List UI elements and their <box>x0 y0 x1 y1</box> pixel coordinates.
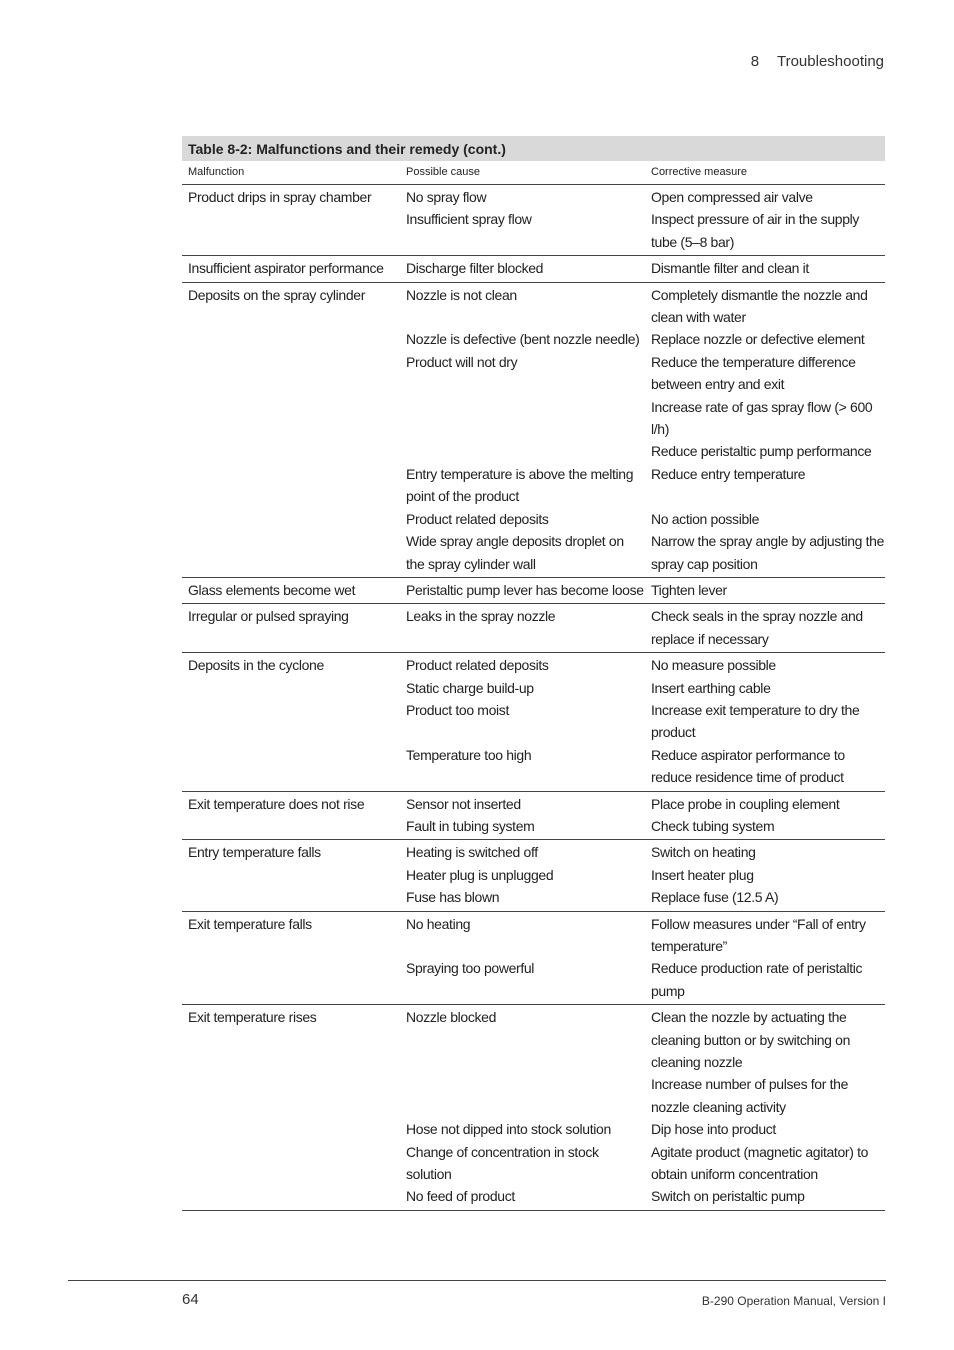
cause-measure-list <box>400 793 885 838</box>
cause-measure-list <box>400 579 885 601</box>
table-row <box>400 284 885 329</box>
table-row <box>400 1185 885 1207</box>
possible-cause-cell: Sensor not inserted <box>406 795 521 812</box>
table-row-group <box>182 653 885 791</box>
column-header-possible-cause: Possible cause <box>406 166 480 178</box>
corrective-measure-cell: No action possible <box>651 510 760 527</box>
table-row-group <box>182 912 885 1006</box>
table-row <box>400 328 885 350</box>
corrective-measure-cell: Replace nozzle or defective element <box>651 331 865 348</box>
malfunction-cell: Deposits in the cyclone <box>188 657 324 674</box>
malfunction-cell: Exit temperature does not rise <box>188 795 365 812</box>
corrective-measure-cell: Switch on peristaltic pump <box>651 1188 805 1205</box>
running-header <box>751 53 884 70</box>
table-row <box>400 913 885 958</box>
malfunction-cell: Irregular or pulsed spraying <box>188 608 349 625</box>
corrective-measure-cell: Dismantle filter and clean it <box>651 260 809 277</box>
corrective-measure-cell: Increase rate of gas spray flow (> 600 l/h) <box>651 398 873 438</box>
table-row-group <box>182 604 885 653</box>
table-row <box>400 864 885 886</box>
possible-cause-cell: Product will not dry <box>406 353 518 370</box>
malfunction-cell: Glass elements become wet <box>188 581 356 598</box>
corrective-measure-cell: Increase number of pulses for the nozzle cleaning activity <box>651 1076 849 1115</box>
table-row <box>400 440 885 462</box>
possible-cause-cell: Entry temperature is above the melting point of the product <box>406 465 634 505</box>
table-row <box>400 793 885 815</box>
table-row-group <box>182 578 885 604</box>
table-header-row <box>182 161 885 185</box>
possible-cause-cell: No feed of product <box>406 1188 515 1205</box>
possible-cause-cell: Nozzle is not clean <box>406 286 517 303</box>
corrective-measure-cell: Open compressed air valve <box>651 189 813 205</box>
table-row <box>400 815 885 837</box>
table-row <box>400 605 885 650</box>
possible-cause-cell: Spraying too powerful <box>406 960 535 977</box>
corrective-measure-cell: Inspect pressure of air in the supply tube (5–8 bar) <box>651 211 860 250</box>
cause-measure-list <box>400 284 885 575</box>
corrective-measure-cell: Check tubing system <box>651 817 775 834</box>
corrective-measure-cell: Narrow the spray angle by adjusting the spray cap position <box>651 533 885 572</box>
corrective-measure-cell: Follow measures under “Fall of entry temperature” <box>651 915 866 954</box>
document-title: B-290 Operation Manual, Version I <box>701 1294 886 1308</box>
cause-measure-list <box>400 841 885 908</box>
malfunctions-table <box>182 136 885 1211</box>
possible-cause-cell: Wide spray angle deposits droplet on the spray cylinder wall <box>406 533 624 572</box>
corrective-measure-cell: Switch on heating <box>651 844 756 861</box>
cause-measure-list <box>400 186 885 253</box>
table-row <box>400 463 885 508</box>
table-row <box>400 257 885 279</box>
table-row-group <box>182 185 885 256</box>
corrective-measure-cell: Completely dismantle the nozzle and clean with water <box>651 286 868 326</box>
corrective-measure-cell: Tighten lever <box>651 581 727 598</box>
table-row <box>400 1006 885 1073</box>
table-row <box>400 699 885 744</box>
cause-measure-list <box>400 605 885 650</box>
possible-cause-cell: Hose not dipped into stock solution <box>406 1121 611 1138</box>
table-row <box>400 579 885 601</box>
possible-cause-cell: Product related deposits <box>406 510 549 527</box>
page-number: 64 <box>182 1291 199 1308</box>
corrective-measure-cell: No measure possible <box>651 657 776 674</box>
possible-cause-cell: Product too moist <box>406 701 509 718</box>
possible-cause-cell: No spray flow <box>406 189 487 205</box>
possible-cause-cell: Leaks in the spray nozzle <box>406 608 556 625</box>
table-row <box>400 396 885 441</box>
malfunction-cell: Entry temperature falls <box>188 844 321 861</box>
cause-measure-list <box>400 913 885 1003</box>
column-header-malfunction: Malfunction <box>188 166 245 178</box>
table-row-group <box>182 840 885 911</box>
malfunction-cell: Product drips in spray chamber <box>188 189 372 205</box>
table-row-group <box>182 256 885 282</box>
table-row <box>400 654 885 676</box>
table-row <box>400 677 885 699</box>
corrective-measure-cell: Reduce entry temperature <box>651 465 806 482</box>
table-row-group <box>182 1005 885 1211</box>
table-row <box>400 508 885 530</box>
corrective-measure-cell: Clean the nozzle by actuating the cleaning button or by switching on cleaning nozzle <box>651 1009 851 1071</box>
table-caption: Table 8-2: Malfunctions and their remedy (cont.) <box>182 136 885 161</box>
possible-cause-cell: Nozzle blocked <box>406 1009 497 1026</box>
table-row <box>400 957 885 1002</box>
table-row <box>400 1141 885 1186</box>
table-row <box>400 886 885 908</box>
possible-cause-cell <box>400 1073 645 1118</box>
malfunction-cell: Insufficient aspirator performance <box>188 260 384 277</box>
table-row <box>400 208 885 253</box>
possible-cause-cell: Discharge filter blocked <box>406 260 544 277</box>
possible-cause-cell <box>400 396 645 441</box>
cause-measure-list <box>400 257 885 279</box>
footer-divider <box>68 1280 886 1281</box>
possible-cause-cell: Heating is switched off <box>406 844 538 861</box>
table-row <box>400 744 885 789</box>
corrective-measure-cell: Increase exit temperature to dry the product <box>651 701 860 741</box>
corrective-measure-cell: Insert earthing cable <box>651 679 771 696</box>
possible-cause-cell: No heating <box>406 915 471 932</box>
possible-cause-cell: Change of concentration in stock solution <box>406 1143 599 1183</box>
table-body <box>182 185 885 1211</box>
corrective-measure-cell: Reduce the temperature difference between entry and exit <box>651 353 856 393</box>
corrective-measure-cell: Reduce peristaltic pump performance <box>651 443 872 460</box>
column-header-corrective-measure: Corrective measure <box>651 166 747 178</box>
possible-cause-cell: Heater plug is unplugged <box>406 866 554 883</box>
table-row <box>400 1073 885 1118</box>
corrective-measure-cell: Replace fuse (12.5 A) <box>651 889 779 906</box>
table-row <box>400 1118 885 1140</box>
corrective-measure-cell: Insert heater plug <box>651 866 754 883</box>
possible-cause-cell <box>400 440 645 462</box>
corrective-measure-cell: Agitate product (magnetic agitator) to obtain uniform concentration <box>651 1143 869 1183</box>
possible-cause-cell: Nozzle is defective (bent nozzle needle) <box>406 331 640 348</box>
table-row-group <box>182 792 885 841</box>
corrective-measure-cell: Dip hose into product <box>651 1121 776 1138</box>
corrective-measure-cell: Place probe in coupling element <box>651 795 840 812</box>
table-row <box>400 186 885 208</box>
chapter-number: 8 <box>750 53 760 70</box>
cause-measure-list <box>400 654 885 788</box>
chapter-title: Troubleshooting <box>776 53 884 70</box>
malfunction-cell: Deposits on the spray cylinder <box>188 286 366 303</box>
table-row <box>400 841 885 863</box>
table-row-group <box>182 283 885 578</box>
possible-cause-cell: Insufficient spray flow <box>406 211 532 228</box>
possible-cause-cell: Peristaltic pump lever has become loose <box>406 581 644 598</box>
table-row <box>400 351 885 396</box>
cause-measure-list <box>400 1006 885 1208</box>
malfunction-cell: Exit temperature falls <box>188 915 312 932</box>
corrective-measure-cell: Reduce aspirator performance to reduce residence time of product <box>651 746 845 786</box>
possible-cause-cell: Fuse has blown <box>406 889 500 906</box>
possible-cause-cell: Fault in tubing system <box>406 817 535 834</box>
table-row <box>400 530 885 575</box>
possible-cause-cell: Temperature too high <box>406 746 532 763</box>
corrective-measure-cell: Check seals in the spray nozzle and replace if necessary <box>651 608 863 647</box>
possible-cause-cell: Static charge build-up <box>406 679 534 696</box>
possible-cause-cell: Product related deposits <box>406 657 549 674</box>
malfunction-cell: Exit temperature rises <box>188 1009 317 1026</box>
corrective-measure-cell: Reduce production rate of peristaltic pump <box>651 960 863 999</box>
